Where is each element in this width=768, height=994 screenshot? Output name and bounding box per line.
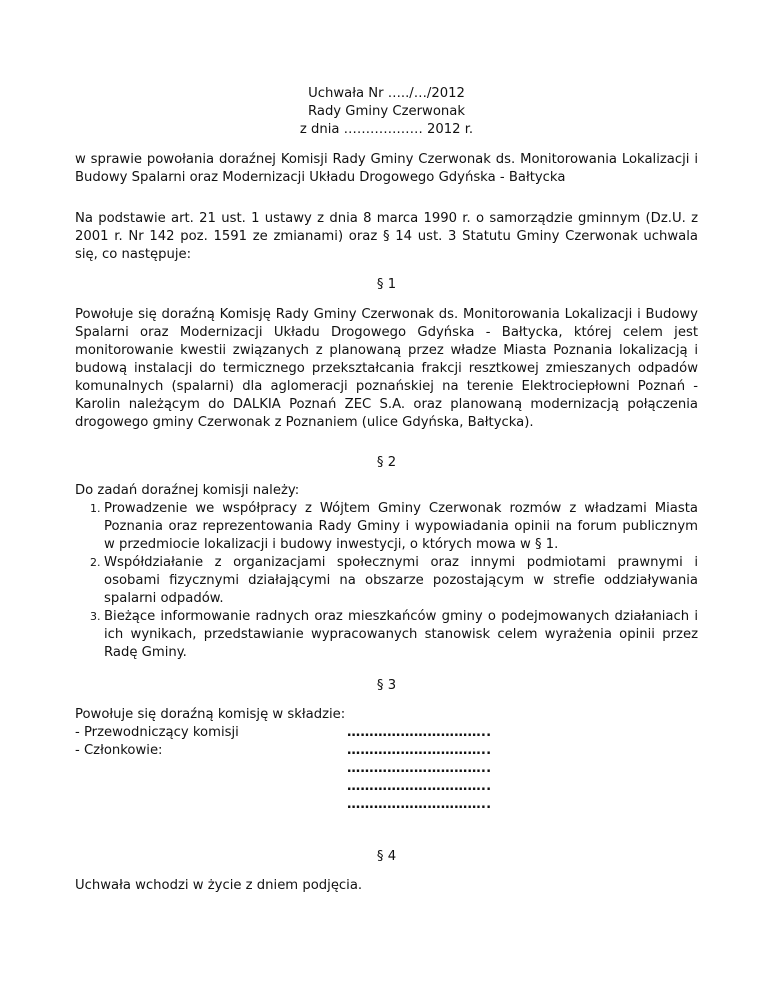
composition-row [75, 760, 698, 778]
council-name: Rady Gminy Czerwonak [307, 104, 465, 119]
member-blank: ………………………….. [347, 743, 492, 758]
resolution-subject: w sprawie powołania doraźnej Komisji Rady Gminy Czerwonak ds. Monitorowania Lokalizacji i Budowy Spalarni oraz Modernizacji Układu Drogowego Gdyńska - Bałtycka [75, 152, 698, 185]
composition-row [75, 778, 698, 796]
chair-blank: ………………………….. [347, 725, 492, 740]
composition-row [75, 724, 698, 742]
list-item: 2. Współdziałanie z organizacjami społecznymi oraz innymi podmiotami prawnymi i osobami fizycznymi działającymi na obszarze pozostającym w strefie oddziaływania spalarni odpadów. [104, 554, 698, 608]
composition-row [75, 742, 698, 760]
section-3-intro: Powołuje się doraźną komisję w składzie: [75, 707, 346, 722]
resolution-number: Uchwała Nr …../…/2012 [308, 86, 465, 101]
section-4-heading: § 4 [376, 849, 397, 864]
list-item: 3. Bieżące informowanie radnych oraz mieszkańców gminy o podejmowanych działaniach i ich wynikach, przedstawianie wypracowanych stanowisk celem wyrażenia opinii przez Radę Gminy. [104, 608, 698, 662]
section-2-heading: § 2 [376, 455, 397, 470]
section-1-text: Powołuje się doraźną Komisję Rady Gminy Czerwonak ds. Monitorowania Lokalizacji i Budowy Spalarni oraz Modernizacji Układu Drogowego Gdyńska - Bałtycka, której celem jest monitorowanie kwestii związanych z planowaną przez władze Miasta Poznania lokalizacją i budową instalacji do termicznego przekształcania frakcji resztkowej zmieszanych odpadów komunalnych (spalarni) dla aglomeracji poznańskiej na terenie Elektrociepłowni Poznań - Karolin należącym do DALKIA Poznań ZEC S.A. oraz planowaną modernizacją połączenia drogowego gminy Czerwonak z Poznaniem (ulice Gdyńska, Bałtycka). [75, 307, 698, 430]
chair-label: - Przewodniczący komisji [75, 725, 239, 740]
section-4-text: Uchwała wchodzi w życie z dniem podjęcia. [75, 878, 363, 893]
tasks-list [75, 500, 698, 662]
list-item: 1. Prowadzenie we współpracy z Wójtem Gminy Czerwonak rozmów z władzami Miasta Poznania oraz reprezentowania Rady Gminy i wypowiadania opinii na forum publicznym w przedmiocie lokalizacji i budowy inwestycji, o których mowa w § 1. [104, 500, 698, 554]
resolution-date: z dnia ……………… 2012 r. [299, 122, 474, 137]
section-3-body [75, 706, 698, 814]
member-blank: ………………………….. [347, 761, 492, 776]
composition-row [75, 796, 698, 814]
section-3-heading: § 3 [376, 678, 397, 693]
resolution-header [75, 85, 698, 139]
section-2-intro: Do zadań doraźnej komisji należy: [75, 483, 300, 498]
members-label: - Członkowie: [75, 743, 163, 758]
section-1-heading: § 1 [376, 277, 397, 292]
legal-basis: Na podstawie art. 21 ust. 1 ustawy z dnia 8 marca 1990 r. o samorządzie gminnym (Dz.U. z 2001 r. Nr 142 poz. 1591 ze zmianami) oraz § 14 ust. 3 Statutu Gminy Czerwonak uchwala się, co następuje: [75, 211, 698, 262]
section-2-body [75, 482, 698, 662]
member-blank: ………………………….. [347, 797, 492, 812]
member-blank: ………………………….. [347, 779, 492, 794]
